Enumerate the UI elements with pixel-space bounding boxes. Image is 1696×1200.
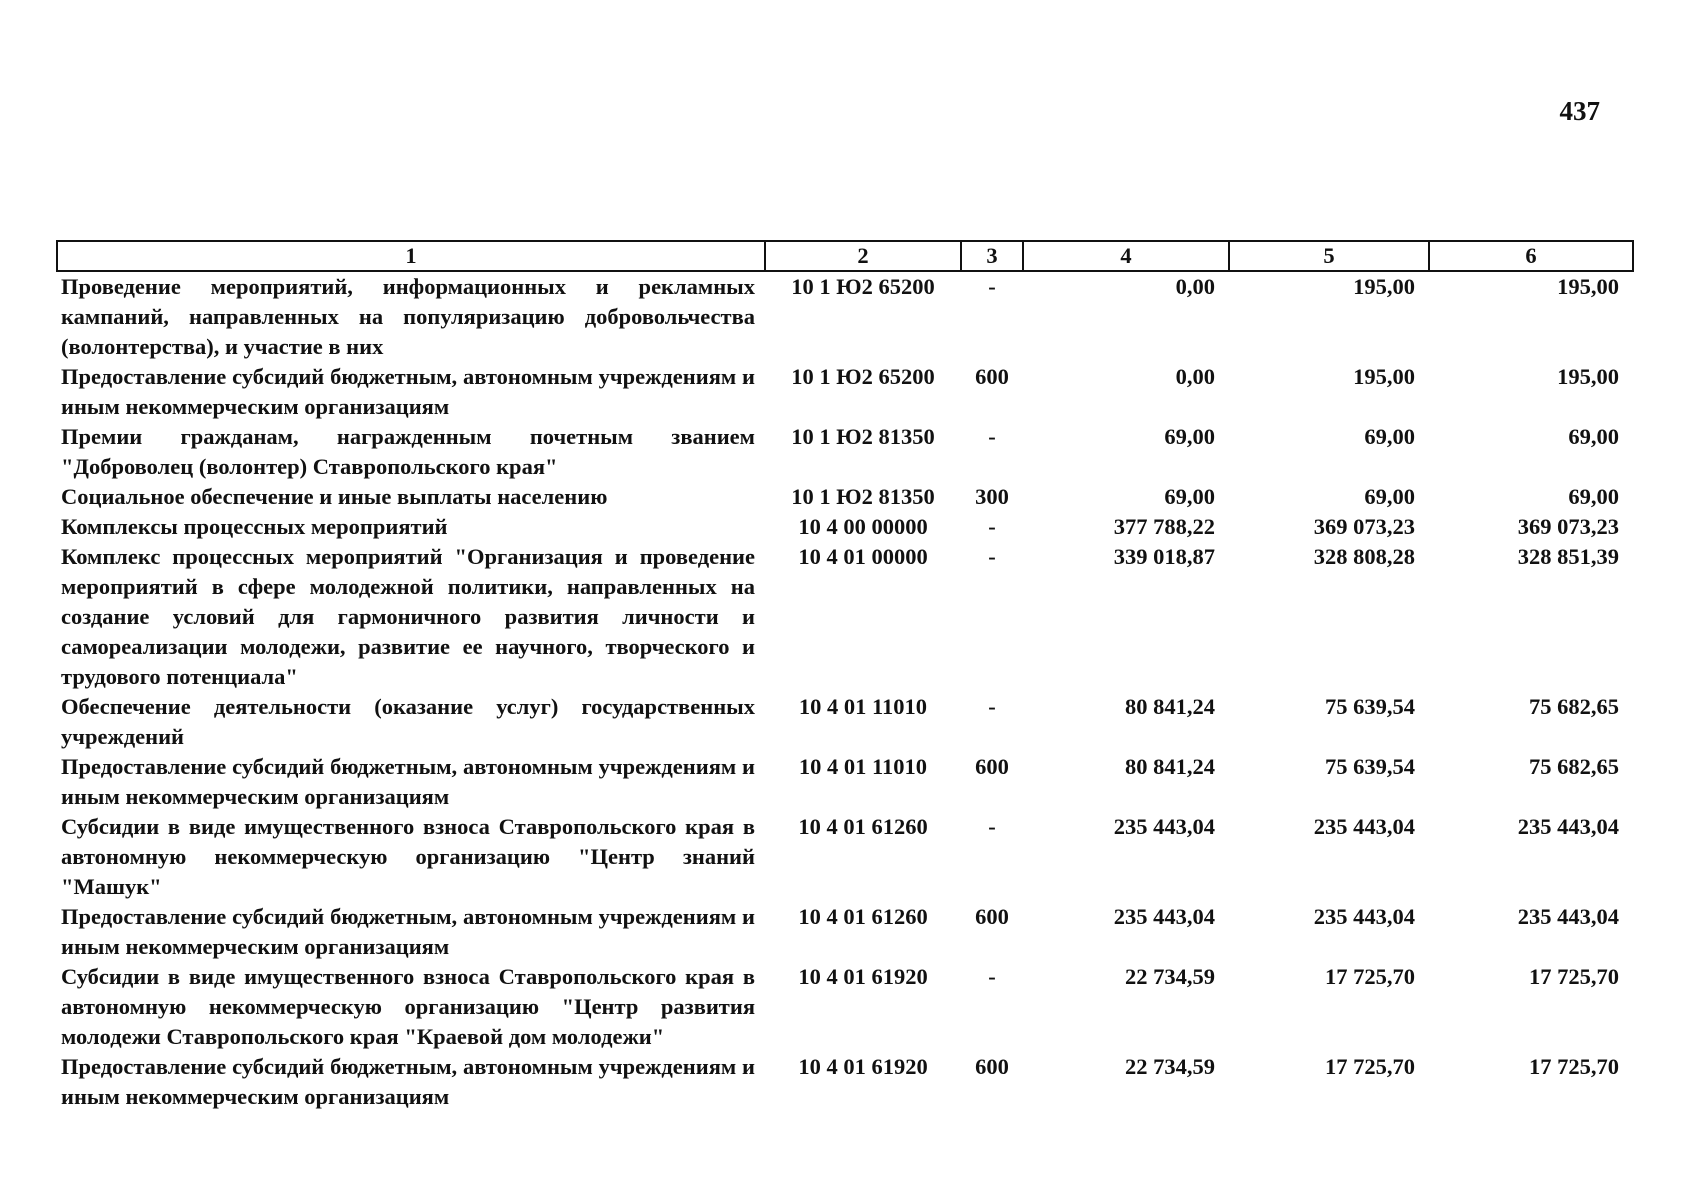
row-value-4: 339 018,87 bbox=[1113, 544, 1215, 569]
row-name: Предоставление субсидий бюджетным, автономным учреждениям и иным некоммерческим организациям bbox=[61, 754, 755, 809]
row-code: 10 4 01 61260 bbox=[798, 904, 928, 929]
table-row bbox=[57, 902, 1633, 962]
row-value-6: 195,00 bbox=[1557, 274, 1619, 299]
table-row bbox=[57, 422, 1633, 482]
row-type: 300 bbox=[975, 484, 1009, 509]
row-value-5: 69,00 bbox=[1364, 424, 1415, 449]
header-col-6: 6 bbox=[1429, 241, 1633, 271]
row-code: 10 4 01 61920 bbox=[798, 1054, 928, 1079]
row-value-6: 17 725,70 bbox=[1529, 964, 1619, 989]
table-row bbox=[57, 482, 1633, 512]
row-value-4: 80 841,24 bbox=[1125, 694, 1215, 719]
header-col-5: 5 bbox=[1229, 241, 1429, 271]
row-value-6: 69,00 bbox=[1568, 484, 1619, 509]
row-type: - bbox=[988, 964, 996, 989]
row-name: Социальное обеспечение и иные выплаты населению bbox=[61, 484, 608, 509]
row-value-4: 377 788,22 bbox=[1113, 514, 1215, 539]
row-value-5: 235 443,04 bbox=[1313, 814, 1415, 839]
row-name: Предоставление субсидий бюджетным, автономным учреждениям и иным некоммерческим организациям bbox=[61, 904, 755, 959]
table-row bbox=[57, 692, 1633, 752]
row-value-6: 75 682,65 bbox=[1529, 694, 1619, 719]
row-code: 10 1 Ю2 81350 bbox=[791, 424, 935, 449]
row-name: Комплекс процессных мероприятий "Организация и проведение мероприятий в сфере молодежной политики, направленных на создание условий для гармоничного развития личности и самореализации молодежи, развитие ее научного, творческого и трудового потенциала" bbox=[61, 544, 755, 689]
row-type: - bbox=[988, 274, 996, 299]
row-type: 600 bbox=[975, 364, 1009, 389]
row-value-5: 195,00 bbox=[1353, 274, 1415, 299]
row-value-6: 17 725,70 bbox=[1529, 1054, 1619, 1079]
row-value-6: 328 851,39 bbox=[1517, 544, 1619, 569]
row-type: 600 bbox=[975, 754, 1009, 779]
row-type: 600 bbox=[975, 1054, 1009, 1079]
row-value-6: 69,00 bbox=[1568, 424, 1619, 449]
table-row bbox=[57, 362, 1633, 422]
table-row bbox=[57, 752, 1633, 812]
row-value-5: 235 443,04 bbox=[1313, 904, 1415, 929]
row-code: 10 1 Ю2 65200 bbox=[791, 364, 935, 389]
row-value-6: 195,00 bbox=[1557, 364, 1619, 389]
table-row bbox=[57, 271, 1633, 362]
header-col-3: 3 bbox=[961, 241, 1023, 271]
row-type: - bbox=[988, 424, 996, 449]
row-value-6: 235 443,04 bbox=[1517, 904, 1619, 929]
row-code: 10 1 Ю2 65200 bbox=[791, 274, 935, 299]
table-row bbox=[57, 542, 1633, 692]
row-value-5: 195,00 bbox=[1353, 364, 1415, 389]
row-value-4: 235 443,04 bbox=[1113, 814, 1215, 839]
row-code: 10 4 01 61260 bbox=[798, 814, 928, 839]
header-col-4: 4 bbox=[1023, 241, 1229, 271]
row-value-6: 235 443,04 bbox=[1517, 814, 1619, 839]
row-value-4: 69,00 bbox=[1164, 484, 1215, 509]
row-type: - bbox=[988, 814, 996, 839]
row-type: - bbox=[988, 544, 996, 569]
row-name: Субсидии в виде имущественного взноса Ставропольского края в автономную некоммерческую организацию "Центр развития молодежи Ставропольского края "Краевой дом молодежи" bbox=[61, 964, 755, 1049]
row-type: 600 bbox=[975, 904, 1009, 929]
row-value-5: 75 639,54 bbox=[1325, 694, 1415, 719]
row-value-5: 17 725,70 bbox=[1325, 964, 1415, 989]
header-col-2: 2 bbox=[765, 241, 961, 271]
row-name: Обеспечение деятельности (оказание услуг) государственных учреждений bbox=[61, 694, 755, 749]
table-row bbox=[57, 962, 1633, 1052]
row-value-4: 22 734,59 bbox=[1125, 1054, 1215, 1079]
row-name: Предоставление субсидий бюджетным, автономным учреждениям и иным некоммерческим организациям bbox=[61, 364, 755, 419]
row-type: - bbox=[988, 514, 996, 539]
row-value-4: 69,00 bbox=[1164, 424, 1215, 449]
row-code: 10 4 00 00000 bbox=[798, 514, 928, 539]
row-name: Премии гражданам, награжденным почетным званием "Доброволец (волонтер) Ставропольского края" bbox=[61, 424, 755, 479]
row-type: - bbox=[988, 694, 996, 719]
page-number: 437 bbox=[1559, 96, 1600, 126]
budget-table bbox=[56, 240, 1634, 1112]
row-value-5: 369 073,23 bbox=[1313, 514, 1415, 539]
row-code: 10 1 Ю2 81350 bbox=[791, 484, 935, 509]
row-name: Субсидии в виде имущественного взноса Ставропольского края в автономную некоммерческую организацию "Центр знаний "Машук" bbox=[61, 814, 755, 899]
row-name: Комплексы процессных мероприятий bbox=[61, 514, 448, 539]
row-value-6: 369 073,23 bbox=[1517, 514, 1619, 539]
row-value-5: 328 808,28 bbox=[1313, 544, 1415, 569]
row-value-5: 17 725,70 bbox=[1325, 1054, 1415, 1079]
row-code: 10 4 01 61920 bbox=[798, 964, 928, 989]
row-value-4: 80 841,24 bbox=[1125, 754, 1215, 779]
row-value-5: 75 639,54 bbox=[1325, 754, 1415, 779]
table-row bbox=[57, 1052, 1633, 1112]
header-col-1: 1 bbox=[57, 241, 765, 271]
row-value-4: 0,00 bbox=[1175, 364, 1215, 389]
row-code: 10 4 01 11010 bbox=[798, 754, 928, 779]
row-code: 10 4 01 00000 bbox=[798, 544, 928, 569]
row-name: Предоставление субсидий бюджетным, автономным учреждениям и иным некоммерческим организациям bbox=[61, 1054, 755, 1109]
row-value-5: 69,00 bbox=[1364, 484, 1415, 509]
table-header-row bbox=[57, 241, 1633, 271]
table-row bbox=[57, 812, 1633, 902]
row-name: Проведение мероприятий, информационных и рекламных кампаний, направленных на популяризацию добровольчества (волонтерства), и участие в них bbox=[61, 274, 755, 359]
row-value-6: 75 682,65 bbox=[1529, 754, 1619, 779]
row-value-4: 0,00 bbox=[1175, 274, 1215, 299]
row-value-4: 22 734,59 bbox=[1125, 964, 1215, 989]
table-row bbox=[57, 512, 1633, 542]
row-code: 10 4 01 11010 bbox=[798, 694, 928, 719]
row-value-4: 235 443,04 bbox=[1113, 904, 1215, 929]
